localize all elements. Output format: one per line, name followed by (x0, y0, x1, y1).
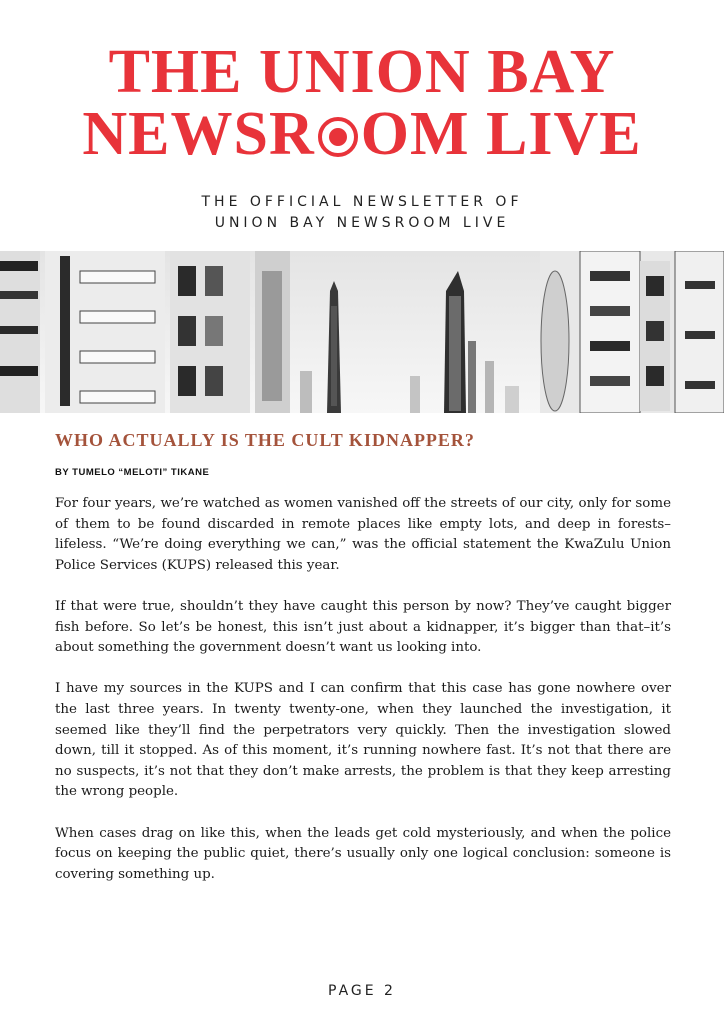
masthead-line-2 (0, 102, 724, 166)
article-headline: WHO ACTUALLY IS THE CULT KIDNAPPER? (55, 430, 475, 450)
right-buildings-icon (540, 251, 724, 413)
target-circle-icon (318, 117, 358, 157)
masthead-line-2-start: NEWSR (82, 100, 315, 168)
tagline-line-2: UNION BAY NEWSROOM LIVE (214, 215, 510, 231)
article-paragraph: When cases drag on like this, when the leads get cold mysteriously, and when the police focus on keeping the public quiet, there’s usually only one logical conclusion: someone is covering something up. (55, 825, 671, 882)
masthead (0, 40, 724, 166)
article-paragraph: If that were true, shouldn’t they have caught this person by now? They’ve caught bigger fish before. So let’s be honest, this isn’t just about a kidnapper, it’s bigger than that–it’s about something the government doesn’t want us looking into. (55, 598, 671, 656)
article-paragraph: I have my sources in the KUPS and I can confirm that this case has gone nowhere over the last three years. In twenty twenty-one, when they launched the investigation, it seemed like they’ll find the perpetrators very quickly. Then the investigation slowed down, till it stopped. As of this moment, it’s running nowhere fast. It’s not that there are no suspects, it’s not that they don’t make arrests, the problem is that they keep arresting the wrong people. (55, 681, 671, 800)
skyline-illustration (0, 251, 724, 413)
masthead-line-1: THE UNION BAY (108, 38, 616, 106)
article-paragraph: For four years, we’re watched as women vanished off the streets of our city, only for some of them to be found discarded in remote places like empty lots, and deep in forests–lifeless. “We’re doing everything we can,” was the official statement the KwaZulu Union Police Services (KUPS) released this year. (55, 496, 671, 573)
article-body (55, 494, 671, 906)
skyline-banner-image (0, 251, 724, 413)
article-byline: BY TUMELO “MELOTI” TIKANE (55, 467, 210, 478)
page-number: PAGE 2 (328, 983, 396, 999)
tagline-line-1: THE OFFICIAL NEWSLETTER OF (201, 194, 523, 210)
masthead-line-2-end: OM LIVE (360, 100, 642, 168)
